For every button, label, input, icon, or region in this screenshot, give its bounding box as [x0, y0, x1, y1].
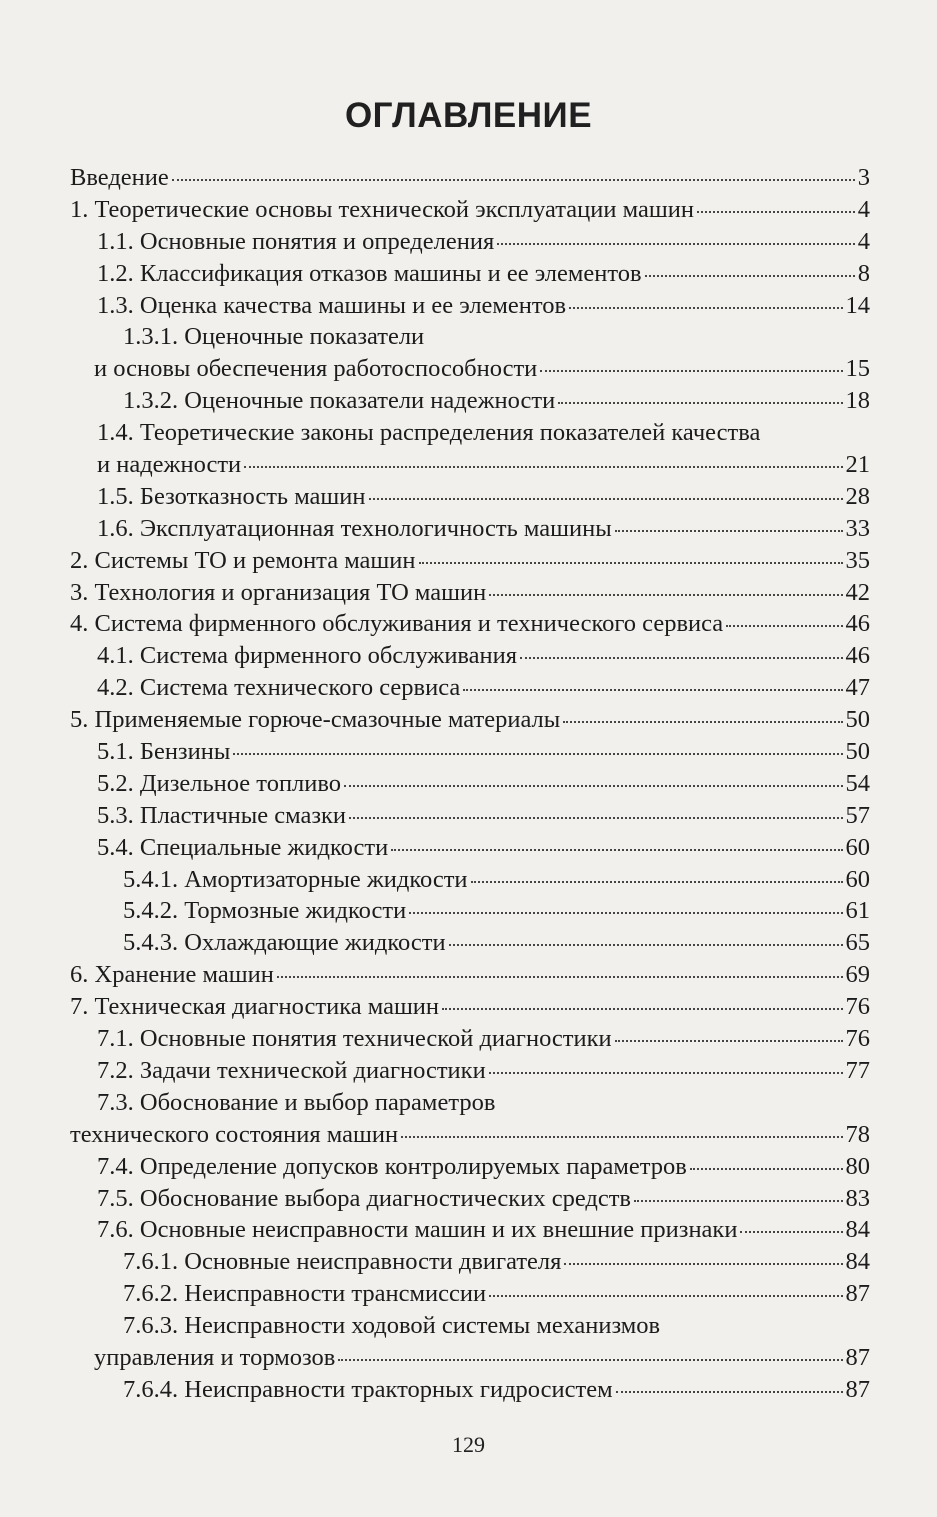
toc-entry [70, 608, 870, 640]
toc-entry-label: 1.3.2. Оценочные показатели надежности [123, 387, 556, 415]
toc-entry [70, 895, 870, 927]
dot-leader [244, 466, 842, 468]
toc-entry-page: 3 [857, 164, 870, 191]
toc-entry [70, 1246, 870, 1278]
toc-entry-label: 5.4. Специальные жидкости [97, 833, 389, 861]
toc-entry-page: 46 [845, 642, 870, 670]
toc-entry-page: 83 [845, 1184, 870, 1212]
toc-entry [70, 672, 870, 704]
toc-entry-page: 42 [845, 578, 870, 606]
toc-entry-page: 21 [845, 451, 870, 479]
toc-entry-page: 77 [845, 1056, 870, 1084]
dot-leader [569, 307, 842, 309]
toc-entry [70, 481, 870, 513]
toc-entry-label: 7.3. Обоснование и выбор параметров [97, 1088, 496, 1116]
dot-leader [690, 1168, 843, 1170]
toc-entry [70, 1055, 870, 1087]
page-title: ОГЛАВЛЕНИЕ [344, 96, 593, 135]
dot-leader [489, 1072, 843, 1074]
dot-leader [344, 785, 842, 787]
toc-entry [70, 832, 870, 864]
toc-entry-label: 7.1. Основные понятия технической диагностики [97, 1025, 612, 1053]
toc-entry-page: 76 [845, 993, 870, 1021]
toc-entry [70, 1023, 870, 1055]
dot-leader [172, 179, 855, 181]
dot-leader [449, 944, 843, 946]
toc-entry [70, 417, 870, 449]
dot-leader [615, 530, 843, 532]
dot-leader [564, 1263, 842, 1265]
toc-entry-label: 1.5. Безотказность машин [97, 482, 366, 510]
dot-leader [540, 370, 842, 372]
toc-entry-label: 6. Хранение машин [70, 961, 274, 989]
dot-leader [520, 657, 842, 659]
toc-entry-page: 87 [845, 1375, 870, 1403]
toc-entry-page: 60 [845, 865, 870, 893]
toc-entry-label: 5.4.2. Тормозные жидкости [123, 897, 407, 925]
toc-entry [70, 1310, 870, 1342]
toc-entry [70, 1214, 870, 1246]
toc-entry-label: 5.4.3. Охлаждающие жидкости [123, 929, 446, 957]
dot-leader [697, 211, 855, 213]
toc-entry-page: 35 [845, 546, 870, 574]
toc-entry [70, 162, 870, 194]
toc-entry-page: 15 [845, 355, 870, 383]
dot-leader [391, 849, 842, 851]
toc-entry [70, 704, 870, 736]
toc-entry [70, 1278, 870, 1310]
toc-entry [70, 1087, 870, 1119]
dot-leader [463, 689, 842, 691]
toc-entry-label: 1. Теоретические основы технической эксплуатации машин [70, 195, 694, 223]
toc-entry-page: 57 [845, 801, 870, 829]
toc-entry-page: 47 [845, 674, 870, 702]
toc-entry-page: 50 [845, 706, 870, 734]
toc-entry [70, 226, 870, 258]
toc-entry-label: и надежности [97, 451, 242, 479]
toc-entry-label: 5.4.1. Амортизаторные жидкости [123, 865, 468, 893]
toc-entry-label: 2. Системы ТО и ремонта машин [70, 546, 416, 574]
dot-leader [409, 912, 842, 914]
toc-entry [70, 640, 870, 672]
toc-entry [70, 1151, 870, 1183]
dot-leader [740, 1231, 842, 1233]
toc-entry-label: технического состояния машин [70, 1120, 399, 1148]
toc-entry [70, 1119, 870, 1151]
toc-entry-label: 5. Применяемые горюче-смазочные материалы [70, 706, 561, 734]
toc-entry-label: 7.6.4. Неисправности тракторных гидросистем [123, 1375, 613, 1403]
toc-entry-label: Введение [70, 164, 169, 191]
dot-leader [471, 881, 843, 883]
toc-entry [70, 290, 870, 322]
toc-entry [70, 449, 870, 481]
toc-entry-page: 46 [845, 610, 870, 638]
toc-entry [70, 768, 870, 800]
toc-entry-label: 5.1. Бензины [97, 738, 231, 766]
toc-entry-label: 1.2. Классификация отказов машины и ее элементов [97, 259, 642, 287]
dot-leader [726, 625, 842, 627]
toc-entry-page: 84 [845, 1248, 870, 1276]
toc-entry-page: 28 [845, 482, 870, 510]
toc-entry-page: 14 [845, 291, 870, 319]
toc-entry-label: 1.3.1. Оценочные показатели [123, 323, 425, 351]
dot-leader [419, 562, 843, 564]
toc-entry [70, 927, 870, 959]
dot-leader [558, 402, 842, 404]
toc-entry-page: 87 [845, 1343, 870, 1371]
toc-entry [70, 577, 870, 609]
toc-entry [70, 736, 870, 768]
page-number: 129 [452, 1432, 485, 1457]
toc-entry-page: 78 [845, 1120, 870, 1148]
dot-leader [489, 594, 842, 596]
toc-entry-page: 80 [845, 1152, 870, 1180]
toc-entry-page: 8 [857, 259, 870, 287]
dot-leader [338, 1359, 842, 1361]
toc-entry-page: 87 [845, 1280, 870, 1308]
toc-entry-label: 1.1. Основные понятия и определения [97, 227, 495, 255]
dot-leader [634, 1200, 843, 1202]
toc-entry-page: 18 [845, 387, 870, 415]
toc-entry-label: управления и тормозов [94, 1343, 336, 1371]
dot-leader [497, 243, 855, 245]
toc-entry-label: 4.2. Система технического сервиса [97, 674, 461, 702]
toc-entry [70, 864, 870, 896]
dot-leader [616, 1391, 843, 1393]
toc-entry-page: 60 [845, 833, 870, 861]
dot-leader [369, 498, 843, 500]
toc-entry [70, 1183, 870, 1215]
toc-entry [70, 513, 870, 545]
toc-entry-label: и основы обеспечения работоспособности [94, 355, 538, 383]
toc-entry-page: 50 [845, 738, 870, 766]
dot-leader [645, 275, 855, 277]
dot-leader [401, 1136, 842, 1138]
dot-leader [233, 753, 842, 755]
toc-entry-page: 33 [845, 514, 870, 542]
toc-entry [70, 353, 870, 385]
toc-entry [70, 321, 870, 353]
toc-entry-page: 61 [845, 897, 870, 925]
toc-entry-label: 7. Техническая диагностика машин [70, 993, 440, 1021]
toc-entry-label: 7.6. Основные неисправности машин и их внешние признаки [97, 1216, 738, 1244]
table-of-contents [70, 162, 870, 1406]
toc-entry-label: 7.5. Обоснование выбора диагностических средств [97, 1184, 631, 1212]
dot-leader [615, 1040, 843, 1042]
dot-leader [489, 1295, 842, 1297]
toc-entry-label: 1.6. Эксплуатационная технологичность машины [97, 514, 612, 542]
toc-entry-page: 54 [845, 769, 870, 797]
dot-leader [277, 976, 843, 978]
toc-entry-label: 4. Система фирменного обслуживания и технического сервиса [70, 610, 724, 638]
toc-entry-page: 84 [845, 1216, 870, 1244]
toc-entry-label: 3. Технология и организация ТО машин [70, 578, 487, 606]
toc-entry [70, 1374, 870, 1406]
toc-entry [70, 800, 870, 832]
toc-entry-label: 1.4. Теоретические законы распределения показателей качества [97, 419, 761, 447]
toc-entry [70, 194, 870, 226]
toc-entry-label: 7.2. Задачи технической диагностики [97, 1056, 486, 1084]
toc-entry-page: 65 [845, 929, 870, 957]
toc-entry-label: 4.1. Система фирменного обслуживания [97, 642, 518, 670]
toc-entry [70, 545, 870, 577]
dot-leader [563, 721, 842, 723]
toc-entry [70, 991, 870, 1023]
toc-entry-label: 5.2. Дизельное топливо [97, 769, 342, 797]
dot-leader [349, 817, 842, 819]
toc-entry [70, 959, 870, 991]
toc-entry-label: 5.3. Пластичные смазки [97, 801, 347, 829]
toc-entry-page: 4 [857, 195, 870, 223]
toc-entry-page: 76 [845, 1025, 870, 1053]
toc-entry-page: 4 [857, 227, 870, 255]
toc-entry-label: 7.6.3. Неисправности ходовой системы механизмов [123, 1312, 661, 1340]
toc-entry-label: 7.6.2. Неисправности трансмиссии [123, 1280, 487, 1308]
toc-entry-label: 1.3. Оценка качества машины и ее элементов [97, 291, 567, 319]
toc-entry [70, 1342, 870, 1374]
toc-entry-label: 7.4. Определение допусков контролируемых параметров [97, 1152, 687, 1180]
toc-entry-page: 69 [845, 961, 870, 989]
toc-entry-label: 7.6.1. Основные неисправности двигателя [123, 1248, 562, 1276]
toc-entry [70, 385, 870, 417]
toc-entry [70, 258, 870, 290]
dot-leader [442, 1008, 842, 1010]
